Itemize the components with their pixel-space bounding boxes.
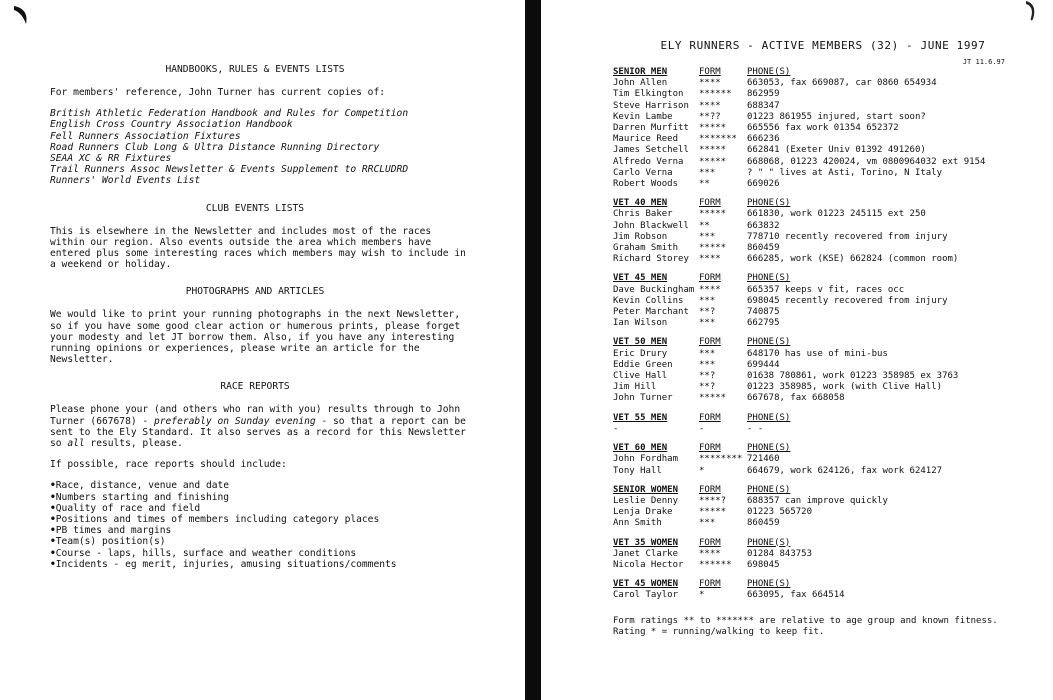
member-form: **** bbox=[699, 254, 721, 265]
member-name: Eddie Green bbox=[613, 359, 673, 370]
group-header bbox=[613, 413, 1033, 424]
paragraph: For members' reference, John Turner has current copies of: bbox=[50, 87, 386, 98]
form-column-header: FORM bbox=[699, 273, 721, 284]
member-form: ***** bbox=[699, 209, 727, 220]
member-row bbox=[613, 134, 1033, 145]
phone-column-header bbox=[747, 413, 1033, 424]
group-name: VET 35 WOMEN bbox=[613, 537, 679, 548]
member-name: John Blackwell bbox=[613, 220, 689, 231]
phone-column-header bbox=[747, 443, 1033, 454]
member-name: Kevin Lambe bbox=[613, 111, 673, 122]
member-group bbox=[613, 538, 1033, 572]
phone-column-header bbox=[747, 67, 1033, 78]
member-name: Eric Drury bbox=[613, 348, 668, 359]
member-phone: - - bbox=[747, 423, 764, 434]
checklist-item: • Numbers starting and finishing bbox=[50, 492, 470, 503]
spacer bbox=[50, 270, 470, 286]
footnote: Form ratings ** to ******* are relative to age group and known fitness. bbox=[613, 615, 998, 626]
member-phone: 01223 861955 injured, start soon? bbox=[747, 111, 926, 122]
member-row bbox=[613, 101, 1033, 112]
phone-column-header bbox=[747, 485, 1033, 496]
handbook-item: Road Runners Club Long & Ultra Distance Running Directory bbox=[50, 141, 380, 153]
member-row bbox=[613, 243, 1033, 254]
member-name: Ian Wilson bbox=[613, 318, 668, 329]
member-phone: 662841 (Exeter Univ 01392 491260) bbox=[747, 145, 926, 156]
signature-date: JT 11.6.97 bbox=[962, 58, 1005, 66]
phone-label: PHONE(S) bbox=[747, 412, 791, 423]
race-reports-text: all bbox=[67, 438, 85, 450]
member-form: ****** bbox=[699, 89, 732, 100]
spacer bbox=[50, 187, 470, 203]
member-form: ***** bbox=[699, 156, 727, 167]
form-column-header: FORM bbox=[699, 484, 721, 495]
group-name: SENIOR WOMEN bbox=[613, 484, 679, 495]
phone-column-header bbox=[747, 273, 1033, 284]
member-group bbox=[613, 337, 1033, 404]
member-phone: 669026 bbox=[747, 179, 780, 190]
handbook-item: Trail Runners Assoc Newsletter & Events Supplement to RRCLUDRD bbox=[50, 164, 409, 176]
member-form: **** bbox=[699, 284, 721, 295]
member-form: ***** bbox=[699, 123, 727, 134]
member-group bbox=[613, 273, 1033, 329]
member-row bbox=[613, 382, 1033, 393]
member-name: Richard Storey bbox=[613, 254, 689, 265]
group-header bbox=[613, 579, 1033, 590]
member-phone: 663832 bbox=[747, 220, 780, 231]
group-header bbox=[613, 538, 1033, 549]
member-phone: 721460 bbox=[747, 454, 780, 465]
phone-label: PHONE(S) bbox=[747, 337, 791, 348]
phone-column-header bbox=[747, 538, 1033, 549]
member-row bbox=[613, 285, 1033, 296]
member-row bbox=[613, 466, 1033, 477]
member-name: Robert Woods bbox=[613, 179, 679, 190]
member-phone: 699444 bbox=[747, 359, 780, 370]
spacer bbox=[50, 365, 470, 381]
member-row bbox=[613, 179, 1033, 190]
paragraph: This is elsewhere in the Newsletter and includes most of the races within our region. Also events outside the area which members have entered plus some interesting races which members may wish to include in a weekend or holiday. bbox=[50, 225, 466, 271]
race-reports-text: results, please. bbox=[84, 438, 183, 450]
spacer bbox=[50, 392, 470, 404]
phone-label: PHONE(S) bbox=[747, 67, 791, 77]
member-phone: 648170 has use of mini-bus bbox=[747, 348, 888, 359]
member-phone: 01284 843753 bbox=[747, 548, 813, 559]
member-form: **? bbox=[699, 307, 716, 318]
member-name: Peter Marchant bbox=[613, 307, 689, 318]
member-name: Nicola Hector bbox=[613, 559, 684, 570]
member-phone: 688357 can improve quickly bbox=[747, 495, 888, 506]
member-phone: 667678, fax 668058 bbox=[747, 393, 845, 404]
member-name: Kevin Collins bbox=[613, 295, 684, 306]
punch-hole-mark bbox=[12, 4, 30, 28]
handbook-item: Fell Runners Association Fixtures bbox=[50, 130, 241, 142]
member-form: **** bbox=[699, 548, 721, 559]
phone-label: PHONE(S) bbox=[747, 443, 791, 454]
member-row bbox=[613, 549, 1033, 560]
member-form: ***** bbox=[699, 243, 727, 254]
member-form: *** bbox=[699, 359, 716, 370]
member-phone: 668068, 01223 420024, vm 0800964032 ext 9154 bbox=[747, 156, 986, 167]
member-row bbox=[613, 157, 1033, 168]
spacer bbox=[50, 297, 470, 309]
handbook-item: British Athletic Federation Handbook and Rules for Competition bbox=[50, 108, 409, 120]
member-row bbox=[613, 89, 1033, 100]
form-column-header: FORM bbox=[699, 443, 721, 454]
member-form: **?? bbox=[699, 111, 721, 122]
member-phone: 860459 bbox=[747, 243, 780, 254]
phone-column-header bbox=[747, 337, 1033, 348]
member-row bbox=[613, 254, 1033, 265]
member-name: - bbox=[613, 423, 619, 434]
member-row bbox=[613, 232, 1033, 243]
form-column-header: FORM bbox=[699, 337, 721, 348]
member-row bbox=[613, 123, 1033, 134]
member-form: *** bbox=[699, 318, 716, 329]
member-name: Jim Hill bbox=[613, 382, 657, 393]
member-phone: 662795 bbox=[747, 318, 780, 329]
member-row bbox=[613, 393, 1033, 404]
member-group bbox=[613, 198, 1033, 265]
race-reports-text: preferably on Sunday evening bbox=[153, 415, 316, 427]
member-row bbox=[613, 221, 1033, 232]
member-name: Tim Elkington bbox=[613, 89, 684, 100]
members-list bbox=[613, 40, 1033, 638]
spacer bbox=[50, 98, 470, 108]
member-form: **? bbox=[699, 371, 716, 382]
member-phone: 663095, fax 664514 bbox=[747, 590, 845, 601]
left-page-content bbox=[50, 64, 470, 570]
member-name: Carlo Verna bbox=[613, 167, 673, 178]
member-row bbox=[613, 168, 1033, 179]
member-row bbox=[613, 560, 1033, 571]
member-form: **** bbox=[699, 78, 721, 89]
group-header bbox=[613, 273, 1033, 284]
phone-column-header bbox=[747, 198, 1033, 209]
member-form: *** bbox=[699, 295, 716, 306]
member-name: Carol Taylor bbox=[613, 590, 679, 601]
member-form: *** bbox=[699, 518, 716, 529]
spacer bbox=[50, 449, 470, 459]
group-name: VET 55 MEN bbox=[613, 412, 668, 423]
footnote: Rating * = running/walking to keep fit. bbox=[613, 626, 825, 637]
member-name: Lenja Drake bbox=[613, 507, 673, 518]
left-page bbox=[0, 0, 525, 700]
punch-hole-mark bbox=[1023, 0, 1037, 22]
member-row bbox=[613, 112, 1033, 123]
checklist-item: • Team(s) position(s) bbox=[50, 536, 470, 547]
member-form: ****? bbox=[699, 495, 727, 506]
member-phone: 665357 keeps v fit, races occ bbox=[747, 284, 905, 295]
section-title: CLUB EVENTS LISTS bbox=[205, 202, 305, 214]
member-form: **? bbox=[699, 382, 716, 393]
group-name: VET 40 MEN bbox=[613, 198, 668, 209]
checklist-item: • PB times and margins bbox=[50, 525, 470, 536]
member-phone: 862959 bbox=[747, 89, 780, 100]
member-row bbox=[613, 209, 1033, 220]
handbook-item: Runners' World Events List bbox=[50, 175, 201, 187]
member-row bbox=[613, 318, 1033, 329]
group-header bbox=[613, 443, 1033, 454]
member-phone: 666285, work (KSE) 662824 (common room) bbox=[747, 254, 959, 265]
member-name: Jim Robson bbox=[613, 231, 668, 242]
member-name: Darren Murfitt bbox=[613, 123, 689, 134]
group-header bbox=[613, 485, 1033, 496]
phone-label: PHONE(S) bbox=[747, 484, 791, 495]
member-form: **** bbox=[699, 100, 721, 111]
member-name: James Setchell bbox=[613, 145, 689, 156]
member-form: ******* bbox=[699, 134, 737, 145]
section-title: RACE REPORTS bbox=[220, 381, 290, 393]
member-phone: 01638 780861, work 01223 358985 ex 3763 bbox=[747, 371, 959, 382]
member-phone: 664679, work 624126, fax work 624127 bbox=[747, 465, 943, 476]
race-reports-text: - so that a report can be sent to the Ely Standard. It also serves as a record for this Newsletter so bbox=[50, 415, 466, 450]
checklist-item: • Positions and times of members including category places bbox=[50, 514, 470, 525]
group-name: SENIOR MEN bbox=[613, 67, 668, 77]
checklist-item: • Incidents - eg merit, injuries, amusing situations/comments bbox=[50, 559, 470, 570]
page-title: ELY RUNNERS - ACTIVE MEMBERS (32) - JUNE 1997 bbox=[660, 39, 986, 52]
member-row bbox=[613, 296, 1033, 307]
race-reports-text: Please phone your (and others who ran with you) results through to John Turner (667678) - bbox=[50, 404, 461, 427]
member-form: ** bbox=[699, 220, 710, 231]
race-reports-paragraph bbox=[50, 404, 470, 449]
phone-label: PHONE(S) bbox=[747, 579, 791, 590]
binding-spine bbox=[525, 0, 541, 700]
member-row bbox=[613, 507, 1033, 518]
member-name: Ann Smith bbox=[613, 518, 662, 529]
member-phone: 740875 bbox=[747, 307, 780, 318]
member-form: *** bbox=[699, 167, 716, 178]
member-phone: 688347 bbox=[747, 100, 780, 111]
member-phone: 663053, fax 669087, car 0860 654934 bbox=[747, 78, 937, 89]
member-name: Tony Hall bbox=[613, 465, 662, 476]
member-form: ***** bbox=[699, 507, 727, 518]
member-form: *** bbox=[699, 231, 716, 242]
member-phone: 01223 565720 bbox=[747, 507, 813, 518]
member-phone: 860459 bbox=[747, 518, 780, 529]
member-form: ** bbox=[699, 179, 710, 190]
checklist-item: • Course - laps, hills, surface and weather conditions bbox=[50, 548, 470, 559]
phone-label: PHONE(S) bbox=[747, 198, 791, 209]
group-name: VET 45 WOMEN bbox=[613, 579, 679, 590]
member-form: * bbox=[699, 465, 705, 476]
form-column-header: FORM bbox=[699, 537, 721, 548]
right-page bbox=[541, 0, 1053, 700]
paragraph: If possible, race reports should include: bbox=[50, 459, 287, 471]
section-title: PHOTOGRAPHS AND ARTICLES bbox=[185, 286, 325, 298]
member-name: Janet Clarke bbox=[613, 548, 679, 559]
member-group bbox=[613, 413, 1033, 435]
group-header bbox=[613, 67, 1033, 78]
handbook-item: SEAA XC & RR Fixtures bbox=[50, 153, 172, 165]
member-row bbox=[613, 145, 1033, 156]
member-group bbox=[613, 67, 1033, 190]
checklist-item: • Quality of race and field bbox=[50, 503, 470, 514]
member-row bbox=[613, 496, 1033, 507]
member-row bbox=[613, 349, 1033, 360]
member-row bbox=[613, 360, 1033, 371]
member-phone: ? " " lives at Asti, Torino, N Italy bbox=[747, 167, 943, 178]
member-phone: 665556 fax work 01354 652372 bbox=[747, 123, 899, 134]
member-row bbox=[613, 371, 1033, 382]
member-form: ****** bbox=[699, 559, 732, 570]
member-groups bbox=[613, 67, 1033, 602]
form-column-header: FORM bbox=[699, 412, 721, 423]
member-phone: 01223 358985, work (with Clive Hall) bbox=[747, 382, 943, 393]
member-group bbox=[613, 443, 1033, 477]
spacer bbox=[50, 75, 470, 87]
form-column-header: FORM bbox=[699, 579, 721, 590]
member-group bbox=[613, 485, 1033, 530]
phone-column-header bbox=[747, 579, 1033, 590]
member-row bbox=[613, 590, 1033, 601]
group-header bbox=[613, 198, 1033, 209]
member-phone: 666236 bbox=[747, 134, 780, 145]
member-name: John Fordham bbox=[613, 454, 679, 465]
phone-label: PHONE(S) bbox=[747, 273, 791, 284]
member-phone: 698045 bbox=[747, 559, 780, 570]
member-name: John Turner bbox=[613, 393, 673, 404]
paragraph: We would like to print your running photographs in the next Newsletter, so if you have some good clear action or humerous prints, please forget your modesty and let JT borrow them. Also, if you have any interesting running opinions or experiences, please write an article for the Newsletter. bbox=[50, 309, 461, 366]
member-row bbox=[613, 307, 1033, 318]
group-name: VET 50 MEN bbox=[613, 337, 668, 348]
member-name: John Allen bbox=[613, 78, 668, 89]
handbook-item: English Cross Country Association Handbook bbox=[50, 119, 293, 131]
member-row bbox=[613, 78, 1033, 89]
member-name: Chris Baker bbox=[613, 209, 673, 220]
member-phone: 778710 recently recovered from injury bbox=[747, 231, 948, 242]
section-title: HANDBOOKS, RULES & EVENTS LISTS bbox=[165, 64, 345, 75]
checklist-item: • Race, distance, venue and date bbox=[50, 480, 470, 491]
member-phone: 698045 recently recovered from injury bbox=[747, 295, 948, 306]
footnotes bbox=[613, 616, 1033, 638]
race-report-checklist bbox=[50, 480, 470, 570]
group-name: VET 45 MEN bbox=[613, 273, 668, 284]
group-name: VET 60 MEN bbox=[613, 443, 668, 454]
member-name: Alfredo Verna bbox=[613, 156, 684, 167]
form-column-header: FORM bbox=[699, 198, 721, 209]
spacer bbox=[50, 214, 470, 226]
member-row bbox=[613, 454, 1033, 465]
member-form: - bbox=[699, 423, 705, 434]
member-group bbox=[613, 579, 1033, 601]
form-column-header: FORM bbox=[699, 67, 721, 77]
member-name: Graham Smith bbox=[613, 243, 679, 254]
group-header bbox=[613, 337, 1033, 348]
phone-label: PHONE(S) bbox=[747, 537, 791, 548]
member-name: Steve Harrison bbox=[613, 100, 689, 111]
member-phone: 661830, work 01223 245115 ext 250 bbox=[747, 209, 926, 220]
member-form: *** bbox=[699, 348, 716, 359]
member-form: ***** bbox=[699, 145, 727, 156]
member-name: Clive Hall bbox=[613, 371, 668, 382]
member-name: Dave Buckingham bbox=[613, 284, 695, 295]
member-name: Leslie Denny bbox=[613, 495, 679, 506]
member-form: * bbox=[699, 590, 705, 601]
member-form: ******** bbox=[699, 454, 743, 465]
member-row bbox=[613, 424, 1033, 435]
member-form: ***** bbox=[699, 393, 727, 404]
member-row bbox=[613, 518, 1033, 529]
spacer bbox=[50, 470, 470, 480]
member-name: Maurice Reed bbox=[613, 134, 679, 145]
